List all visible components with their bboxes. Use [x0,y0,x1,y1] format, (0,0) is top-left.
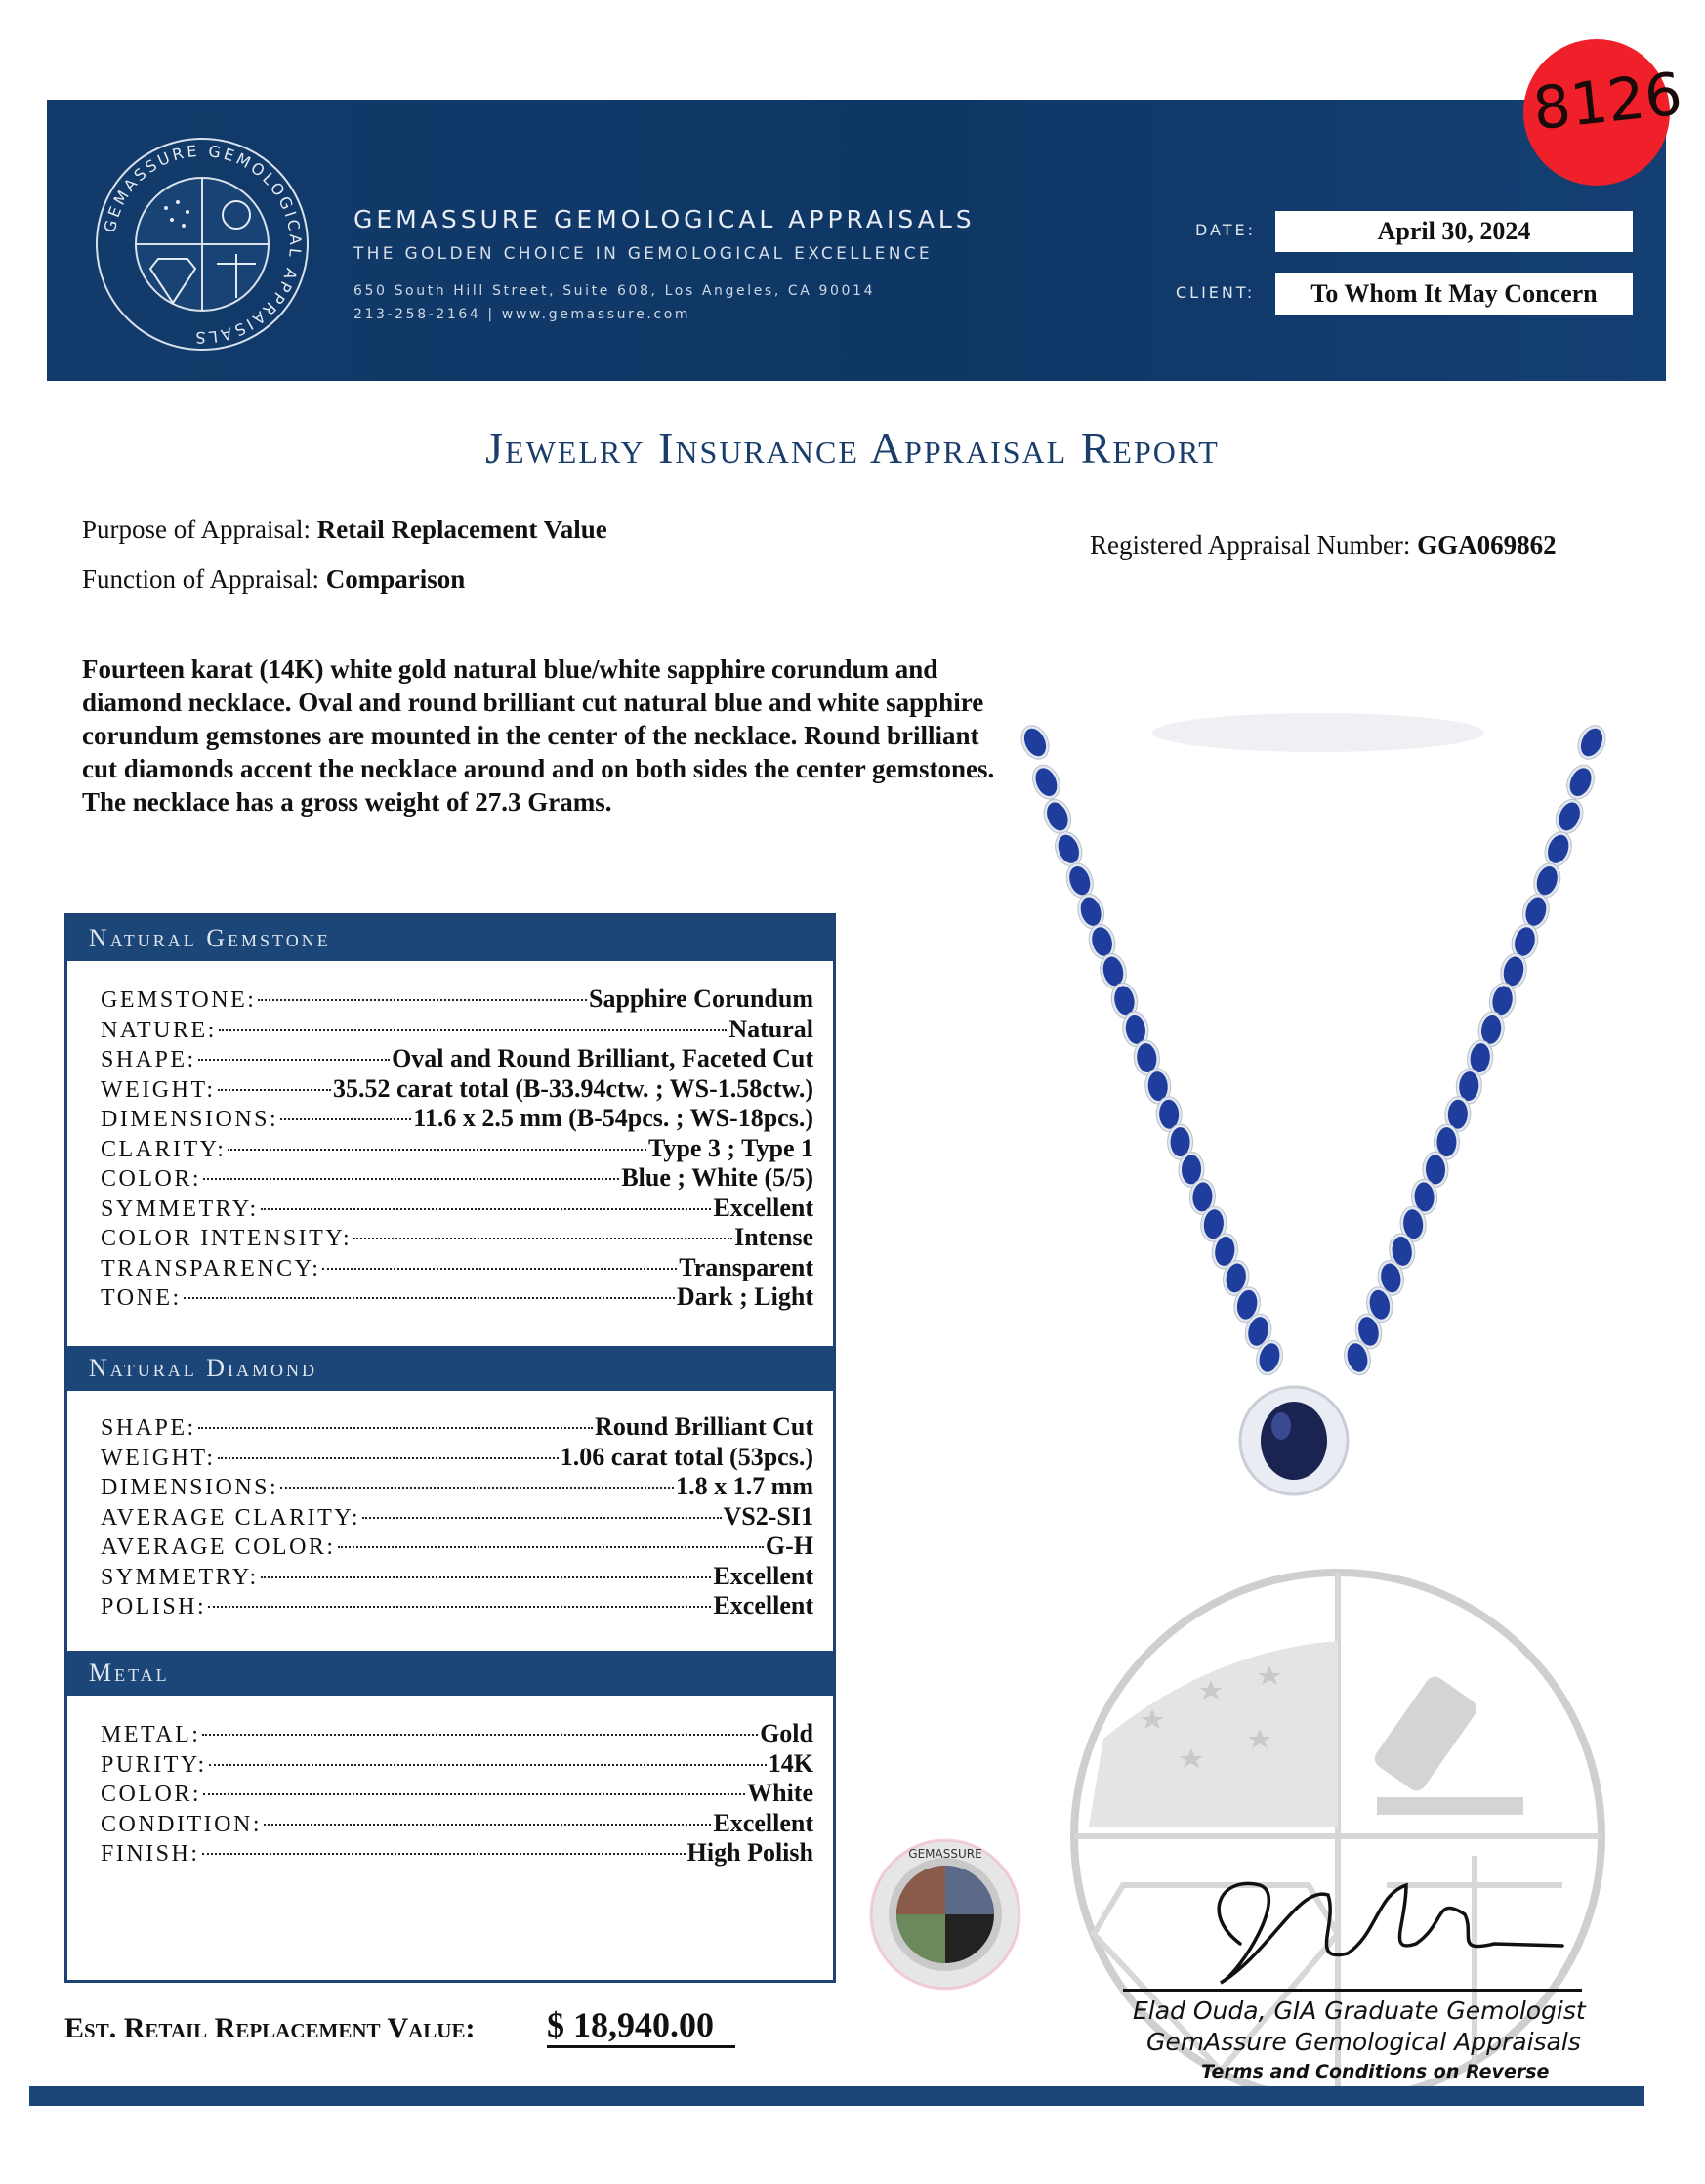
purpose-label: Purpose of Appraisal: [82,515,311,544]
metal-row [101,1779,813,1809]
dot-leader [258,999,587,1001]
seal-text: GEMASSURE GEMOLOGICAL APPRAISALS [100,141,306,348]
gemstone-row-label: CLARITY: [101,1136,227,1162]
diamond-row-value: Excellent [713,1561,813,1590]
diamond-row-value: 1.8 x 1.7 mm [676,1472,813,1500]
purpose-of-appraisal [82,515,607,545]
gemstone-row [101,1134,813,1164]
diamond-row [101,1502,813,1533]
gemstone-row [101,1074,813,1105]
diamond-row-label: POLISH: [101,1594,207,1619]
gemstone-row [101,1104,813,1134]
gemstone-row-value: 35.52 carat total (B-33.94ctw. ; WS-1.58ctw.) [333,1073,813,1103]
hologram-seal [867,1836,1023,1993]
function-label: Function of Appraisal: [82,565,319,594]
dot-leader [322,1268,677,1270]
registered-value: GGA069862 [1417,530,1557,560]
dot-leader [280,1487,674,1489]
appraiser-name: Elad Ouda, GIA Graduate Gemologist [1133,1996,1586,2025]
dot-leader [218,1457,559,1459]
dot-leader [261,1576,712,1578]
company-tagline: THE GOLDEN CHOICE IN GEMOLOGICAL EXCELLENCE [353,244,933,264]
diamond-row [101,1532,813,1562]
metal-row-label: FINISH: [101,1841,200,1867]
diamond-row-value: Excellent [713,1591,813,1619]
terms-link[interactable]: Terms and Conditions on Reverse [1201,2061,1550,2082]
company-address: 650 South Hill Street, Suite 608, Los Angeles, CA 90014 [353,283,876,299]
diamond-section-heading: Natural Diamond [67,1346,833,1391]
purpose-value: Retail Replacement Value [316,515,607,544]
dot-leader [338,1546,764,1548]
gemstone-row-label: SHAPE: [101,1047,196,1072]
gemstone-row-label: TONE: [101,1285,182,1311]
function-of-appraisal [82,565,465,595]
client-label: CLIENT: [1176,283,1256,302]
replacement-value-amount: $ 18,940.00 [547,2004,735,2048]
dot-leader [203,1178,619,1180]
dot-leader [264,1824,711,1826]
gemstone-row-value: Transparent [679,1252,813,1281]
necklace-photo [996,703,1631,1524]
metal-row-label: PURITY: [101,1751,207,1778]
metal-row-value: Gold [760,1719,813,1747]
gemstone-row [101,1282,813,1313]
item-description: Fourteen karat (14K) white gold natural blue/white sapphire corundum and diamond necklace. Oval and round brilliant cut natural blue and white sapphire corundum gemstones are mounted in the center of the necklace. Round brilliant cut diamonds accent the necklace around and on both sides the center gemstones. The necklace has a gross weight of 27.3 Grams. [82,654,995,817]
dot-leader [219,1029,727,1031]
gemstone-row [101,1015,813,1045]
dot-leader [208,1606,711,1608]
gemstone-row-value: Oval and Round Brilliant, Faceted Cut [392,1044,813,1072]
gemstone-row-label: DIMENSIONS: [101,1107,279,1132]
gemstone-row-value: Natural [728,1014,813,1043]
diamond-row-label: DIMENSIONS: [101,1475,279,1500]
metal-row [101,1809,813,1839]
metal-row [101,1838,813,1869]
dot-leader [198,1059,390,1061]
gemstone-row [101,1253,813,1283]
dot-leader [353,1238,732,1239]
registered-label: Registered Appraisal Number: [1090,530,1411,560]
company-phone-web: 213-258-2164 | www.gemassure.com [353,307,691,322]
dot-leader [203,1793,745,1795]
gemstone-row [101,1044,813,1074]
dot-leader [218,1089,331,1091]
date-label: DATE: [1195,221,1257,239]
diamond-row-value: VS2-SI1 [723,1501,813,1531]
signature-line [1123,1989,1582,1992]
dot-leader [202,1734,758,1736]
registered-appraisal-number [1090,530,1557,561]
diamond-row [101,1443,813,1473]
function-value: Comparison [325,565,466,594]
gemstone-row-value: Type 3 ; Type 1 [647,1133,813,1162]
replacement-value-label: Est. Retail Replacement Value: [64,2012,476,2044]
gemstone-row-value: Dark ; Light [676,1282,813,1311]
specification-table [64,913,836,1983]
footer-bar [29,2086,1644,2106]
gemstone-row-label: COLOR: [101,1166,202,1192]
diamond-row-label: SYMMETRY: [101,1564,259,1590]
diamond-row [101,1591,813,1621]
gemstone-row-label: NATURE: [101,1017,217,1043]
gemstone-row-value: Sapphire Corundum [589,985,813,1013]
company-name: GEMASSURE GEMOLOGICAL APPRAISALS [353,205,976,233]
gemstone-row-label: SYMMETRY: [101,1196,259,1222]
appraiser-company: GemAssure Gemological Appraisals [1146,2028,1581,2056]
metal-row-value: 14K [768,1748,813,1778]
client-value: To Whom It May Concern [1275,273,1633,315]
diamond-row-label: AVERAGE COLOR: [101,1534,336,1560]
metal-row-value: High Polish [686,1838,813,1867]
dot-leader [198,1427,593,1429]
dot-leader [280,1118,411,1120]
diamond-row-value: G-H [765,1532,813,1560]
inventory-stamp-number: 8126 [1529,60,1685,145]
metal-row-value: Excellent [713,1808,813,1837]
dot-leader [184,1297,675,1299]
date-value: April 30, 2024 [1275,211,1633,252]
gemstone-row [101,985,813,1015]
metal-row-label: METAL: [101,1722,201,1747]
gemassure-seal-logo [90,132,314,357]
hologram-text: GEMASSURE [908,1847,982,1861]
gemstone-row [101,1223,813,1253]
diamond-row-label: WEIGHT: [101,1445,216,1471]
gemstone-row-value: Blue ; White (5/5) [621,1163,813,1192]
dot-leader [228,1149,646,1151]
gemstone-section-heading: Natural Gemstone [67,916,833,961]
diamond-row [101,1472,813,1502]
gemstone-row-label: WEIGHT: [101,1076,216,1103]
diamond-row [101,1412,813,1443]
gemstone-row-label: GEMSTONE: [101,987,257,1013]
metal-section-heading: Metal [67,1651,833,1696]
diamond-row-label: AVERAGE CLARITY: [101,1504,361,1531]
diamond-row-value: Round Brilliant Cut [595,1412,813,1441]
gemstone-row-value: 11.6 x 2.5 mm (B-54pcs. ; WS-18pcs.) [413,1104,813,1132]
metal-row-label: COLOR: [101,1782,202,1807]
gemstone-row-value: Intense [734,1223,813,1251]
gemstone-row [101,1163,813,1194]
gemstone-row-label: TRANSPARENCY: [101,1255,321,1281]
metal-row [101,1719,813,1749]
metal-row-label: CONDITION: [101,1811,262,1837]
dot-leader [362,1517,721,1519]
diamond-row [101,1562,813,1592]
metal-row [101,1749,813,1780]
metal-row-value: White [747,1779,813,1807]
diamond-row-label: SHAPE: [101,1415,196,1441]
gemstone-row-value: Excellent [713,1193,813,1222]
diamond-row-value: 1.06 carat total (53pcs.) [560,1442,813,1471]
gemstone-row [101,1194,813,1224]
dot-leader [209,1764,767,1766]
gemstone-row-label: COLOR INTENSITY: [101,1226,353,1251]
dot-leader [202,1853,686,1855]
report-title: Jewelry Insurance Appraisal Report [485,423,1220,473]
dot-leader [261,1208,712,1210]
appraiser-signature [1182,1856,1572,1993]
